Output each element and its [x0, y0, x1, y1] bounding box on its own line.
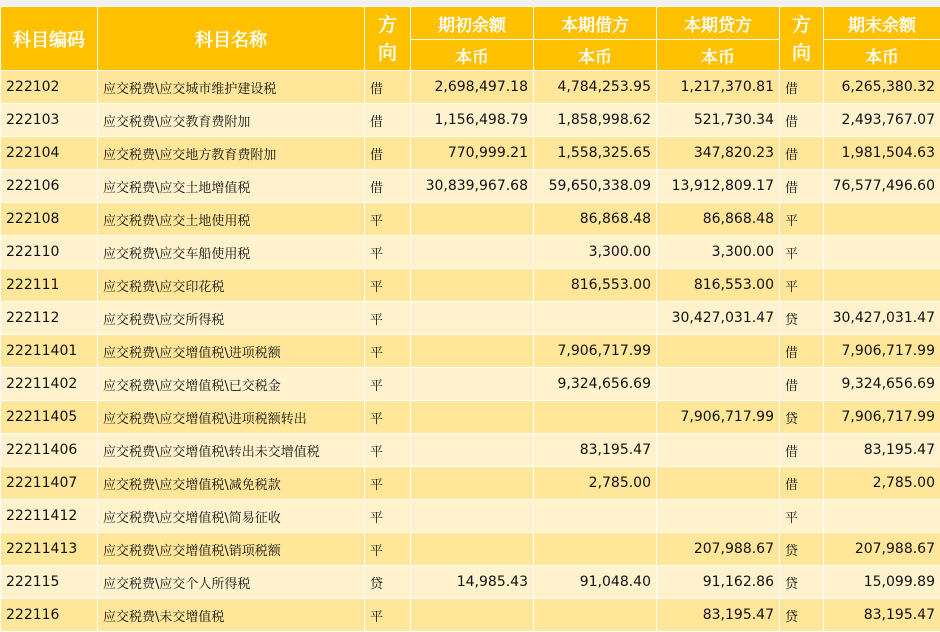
cell-code[interactable]: 22211407 — [1, 467, 98, 500]
cell-closing-balance[interactable]: 9,324,656.69 — [824, 368, 940, 401]
cell-direction-1[interactable]: 平 — [365, 302, 411, 335]
cell-direction-2[interactable]: 借 — [780, 104, 824, 137]
cell-period-credit[interactable] — [657, 434, 780, 467]
cell-period-credit[interactable]: 3,300.00 — [657, 236, 780, 269]
cell-direction-2[interactable]: 平 — [780, 203, 824, 236]
cell-name[interactable]: 应交税费\应交增值税\销项税额 — [98, 533, 365, 566]
cell-closing-balance[interactable]: 76,577,496.60 — [824, 170, 940, 203]
table-row — [1, 137, 940, 170]
cell-direction-2[interactable]: 贷 — [780, 401, 824, 434]
cell-direction-2[interactable]: 借 — [780, 368, 824, 401]
cell-code[interactable]: 22211402 — [1, 368, 98, 401]
cell-opening-balance[interactable] — [411, 401, 534, 434]
cell-direction-1[interactable]: 借 — [365, 71, 411, 104]
header-currency-opening[interactable]: 本币 — [411, 40, 534, 71]
cell-direction-2[interactable]: 贷 — [780, 302, 824, 335]
cell-closing-balance[interactable]: 83,195.47 — [824, 599, 940, 632]
table-row — [1, 71, 940, 104]
cell-name[interactable]: 应交税费\应交增值税\转出未交增值税 — [98, 434, 365, 467]
table-row — [1, 170, 940, 203]
cell-direction-2[interactable]: 借 — [780, 170, 824, 203]
cell-name[interactable]: 应交税费\应交个人所得税 — [98, 566, 365, 599]
cell-opening-balance[interactable]: 770,999.21 — [411, 137, 534, 170]
cell-opening-balance[interactable]: 30,839,967.68 — [411, 170, 534, 203]
cell-direction-1[interactable]: 平 — [365, 533, 411, 566]
balance-table — [0, 6, 940, 632]
table-row — [1, 533, 940, 566]
cell-period-credit[interactable]: 7,906,717.99 — [657, 401, 780, 434]
cell-period-debit[interactable] — [534, 599, 657, 632]
cell-closing-balance[interactable]: 30,427,031.47 — [824, 302, 940, 335]
cell-opening-balance[interactable] — [411, 203, 534, 236]
table-row — [1, 467, 940, 500]
cell-closing-balance[interactable]: 1,981,504.63 — [824, 137, 940, 170]
cell-direction-2[interactable]: 贷 — [780, 599, 824, 632]
cell-name[interactable]: 应交税费\应交增值税\已交税金 — [98, 368, 365, 401]
cell-direction-1[interactable]: 平 — [365, 203, 411, 236]
cell-opening-balance[interactable] — [411, 335, 534, 368]
cell-period-credit[interactable]: 30,427,031.47 — [657, 302, 780, 335]
cell-period-debit[interactable]: 1,558,325.65 — [534, 137, 657, 170]
cell-period-credit[interactable] — [657, 335, 780, 368]
table-row — [1, 203, 940, 236]
cell-direction-1[interactable]: 平 — [365, 434, 411, 467]
table-row — [1, 368, 940, 401]
cell-name[interactable]: 应交税费\应交地方教育费附加 — [98, 137, 365, 170]
header-currency-closing[interactable]: 本币 — [824, 40, 940, 71]
cell-name[interactable]: 应交税费\未交增值税 — [98, 599, 365, 632]
cell-opening-balance[interactable] — [411, 533, 534, 566]
cell-opening-balance[interactable]: 1,156,498.79 — [411, 104, 534, 137]
cell-name[interactable]: 应交税费\应交土地使用税 — [98, 203, 365, 236]
cell-period-debit[interactable]: 2,785.00 — [534, 467, 657, 500]
table-row — [1, 500, 940, 533]
cell-period-debit[interactable]: 7,906,717.99 — [534, 335, 657, 368]
header-period-credit[interactable]: 本期贷方 — [657, 7, 780, 40]
cell-code[interactable]: 22211401 — [1, 335, 98, 368]
cell-direction-1[interactable]: 平 — [365, 368, 411, 401]
header-closing-balance[interactable]: 期末余额 — [824, 7, 940, 40]
cell-direction-1[interactable]: 借 — [365, 104, 411, 137]
cell-direction-1[interactable]: 平 — [365, 599, 411, 632]
cell-opening-balance[interactable] — [411, 236, 534, 269]
header-name[interactable]: 科目名称 — [98, 7, 365, 71]
cell-period-debit[interactable]: 86,868.48 — [534, 203, 657, 236]
cell-name[interactable]: 应交税费\应交车船使用税 — [98, 236, 365, 269]
cell-closing-balance[interactable]: 7,906,717.99 — [824, 401, 940, 434]
cell-period-credit[interactable]: 207,988.67 — [657, 533, 780, 566]
cell-period-debit[interactable] — [534, 401, 657, 434]
cell-closing-balance[interactable]: 207,988.67 — [824, 533, 940, 566]
cell-direction-2[interactable]: 平 — [780, 236, 824, 269]
cell-closing-balance[interactable]: 83,195.47 — [824, 434, 940, 467]
cell-code[interactable]: 222112 — [1, 302, 98, 335]
cell-opening-balance[interactable] — [411, 368, 534, 401]
cell-period-debit[interactable]: 91,048.40 — [534, 566, 657, 599]
cell-period-credit[interactable] — [657, 467, 780, 500]
cell-direction-2[interactable]: 贷 — [780, 566, 824, 599]
cell-period-credit[interactable]: 83,195.47 — [657, 599, 780, 632]
table-row — [1, 302, 940, 335]
cell-period-debit[interactable] — [534, 533, 657, 566]
cell-direction-1[interactable]: 平 — [365, 335, 411, 368]
cell-code[interactable]: 222116 — [1, 599, 98, 632]
cell-closing-balance[interactable] — [824, 500, 940, 533]
cell-opening-balance[interactable]: 2,698,497.18 — [411, 71, 534, 104]
cell-period-debit[interactable]: 83,195.47 — [534, 434, 657, 467]
cell-opening-balance[interactable] — [411, 269, 534, 302]
cell-code[interactable]: 222111 — [1, 269, 98, 302]
cell-name[interactable]: 应交税费\应交增值税\进项税额转出 — [98, 401, 365, 434]
cell-code[interactable]: 222115 — [1, 566, 98, 599]
cell-code[interactable]: 22211406 — [1, 434, 98, 467]
table-row — [1, 104, 940, 137]
header-opening-balance[interactable]: 期初余额 — [411, 7, 534, 40]
cell-direction-2[interactable]: 借 — [780, 335, 824, 368]
table-row — [1, 434, 940, 467]
cell-period-credit[interactable]: 13,912,809.17 — [657, 170, 780, 203]
header-currency-credit[interactable]: 本币 — [657, 40, 780, 71]
cell-code[interactable]: 222104 — [1, 137, 98, 170]
cell-code[interactable]: 222103 — [1, 104, 98, 137]
cell-period-credit[interactable] — [657, 500, 780, 533]
cell-name[interactable]: 应交税费\应交增值税\简易征收 — [98, 500, 365, 533]
header-code[interactable]: 科目编码 — [1, 7, 98, 71]
cell-direction-2[interactable]: 贷 — [780, 533, 824, 566]
cell-direction-1[interactable]: 贷 — [365, 566, 411, 599]
cell-opening-balance[interactable] — [411, 434, 534, 467]
cell-direction-1[interactable]: 平 — [365, 401, 411, 434]
cell-direction-2[interactable]: 借 — [780, 137, 824, 170]
cell-period-credit[interactable]: 91,162.86 — [657, 566, 780, 599]
header-period-debit[interactable]: 本期借方 — [534, 7, 657, 40]
header-currency-debit[interactable]: 本币 — [534, 40, 657, 71]
table-row — [1, 401, 940, 434]
table-row — [1, 599, 940, 632]
cell-code[interactable]: 222110 — [1, 236, 98, 269]
cell-code[interactable]: 22211413 — [1, 533, 98, 566]
cell-closing-balance[interactable] — [824, 236, 940, 269]
cell-period-credit[interactable]: 816,553.00 — [657, 269, 780, 302]
cell-name[interactable]: 应交税费\应交增值税\进项税额 — [98, 335, 365, 368]
table-row — [1, 269, 940, 302]
cell-period-debit[interactable]: 1,858,998.62 — [534, 104, 657, 137]
cell-opening-balance[interactable] — [411, 467, 534, 500]
cell-direction-1[interactable]: 平 — [365, 269, 411, 302]
table-row — [1, 566, 940, 599]
cell-name[interactable]: 应交税费\应交城市维护建设税 — [98, 71, 365, 104]
cell-closing-balance[interactable] — [824, 203, 940, 236]
cell-period-debit[interactable]: 816,553.00 — [534, 269, 657, 302]
cell-period-debit[interactable] — [534, 302, 657, 335]
cell-period-credit[interactable]: 347,820.23 — [657, 137, 780, 170]
cell-opening-balance[interactable] — [411, 500, 534, 533]
cell-name[interactable]: 应交税费\应交教育费附加 — [98, 104, 365, 137]
cell-period-credit[interactable]: 1,217,370.81 — [657, 71, 780, 104]
cell-name[interactable]: 应交税费\应交土地增值税 — [98, 170, 365, 203]
cell-opening-balance[interactable] — [411, 599, 534, 632]
cell-direction-2[interactable]: 借 — [780, 71, 824, 104]
cell-direction-1[interactable]: 平 — [365, 236, 411, 269]
cell-code[interactable]: 222108 — [1, 203, 98, 236]
cell-period-debit[interactable]: 9,324,656.69 — [534, 368, 657, 401]
cell-closing-balance[interactable]: 2,493,767.07 — [824, 104, 940, 137]
cell-closing-balance[interactable]: 15,099.89 — [824, 566, 940, 599]
cell-name[interactable]: 应交税费\应交所得税 — [98, 302, 365, 335]
cell-code[interactable]: 222106 — [1, 170, 98, 203]
table-row — [1, 236, 940, 269]
cell-period-debit[interactable]: 59,650,338.09 — [534, 170, 657, 203]
cell-direction-2[interactable]: 借 — [780, 467, 824, 500]
cell-direction-2[interactable]: 平 — [780, 269, 824, 302]
cell-direction-2[interactable]: 平 — [780, 500, 824, 533]
cell-period-debit[interactable]: 4,784,253.95 — [534, 71, 657, 104]
cell-period-credit[interactable]: 86,868.48 — [657, 203, 780, 236]
cell-period-debit[interactable] — [534, 500, 657, 533]
cell-direction-1[interactable]: 平 — [365, 500, 411, 533]
cell-opening-balance[interactable] — [411, 302, 534, 335]
cell-code[interactable]: 22211405 — [1, 401, 98, 434]
cell-period-debit[interactable]: 3,300.00 — [534, 236, 657, 269]
table-row — [1, 335, 940, 368]
cell-direction-2[interactable]: 借 — [780, 434, 824, 467]
cell-direction-1[interactable]: 借 — [365, 170, 411, 203]
cell-closing-balance[interactable]: 7,906,717.99 — [824, 335, 940, 368]
cell-direction-1[interactable]: 平 — [365, 467, 411, 500]
header-direction-2[interactable]: 方向 — [780, 7, 824, 71]
cell-name[interactable]: 应交税费\应交印花税 — [98, 269, 365, 302]
cell-closing-balance[interactable] — [824, 269, 940, 302]
cell-period-credit[interactable]: 521,730.34 — [657, 104, 780, 137]
header-direction-1[interactable]: 方向 — [365, 7, 411, 71]
cell-opening-balance[interactable]: 14,985.43 — [411, 566, 534, 599]
cell-code[interactable]: 222102 — [1, 71, 98, 104]
cell-closing-balance[interactable]: 6,265,380.32 — [824, 71, 940, 104]
cell-name[interactable]: 应交税费\应交增值税\减免税款 — [98, 467, 365, 500]
cell-closing-balance[interactable]: 2,785.00 — [824, 467, 940, 500]
cell-code[interactable]: 22211412 — [1, 500, 98, 533]
cell-period-credit[interactable] — [657, 368, 780, 401]
cell-direction-1[interactable]: 借 — [365, 137, 411, 170]
